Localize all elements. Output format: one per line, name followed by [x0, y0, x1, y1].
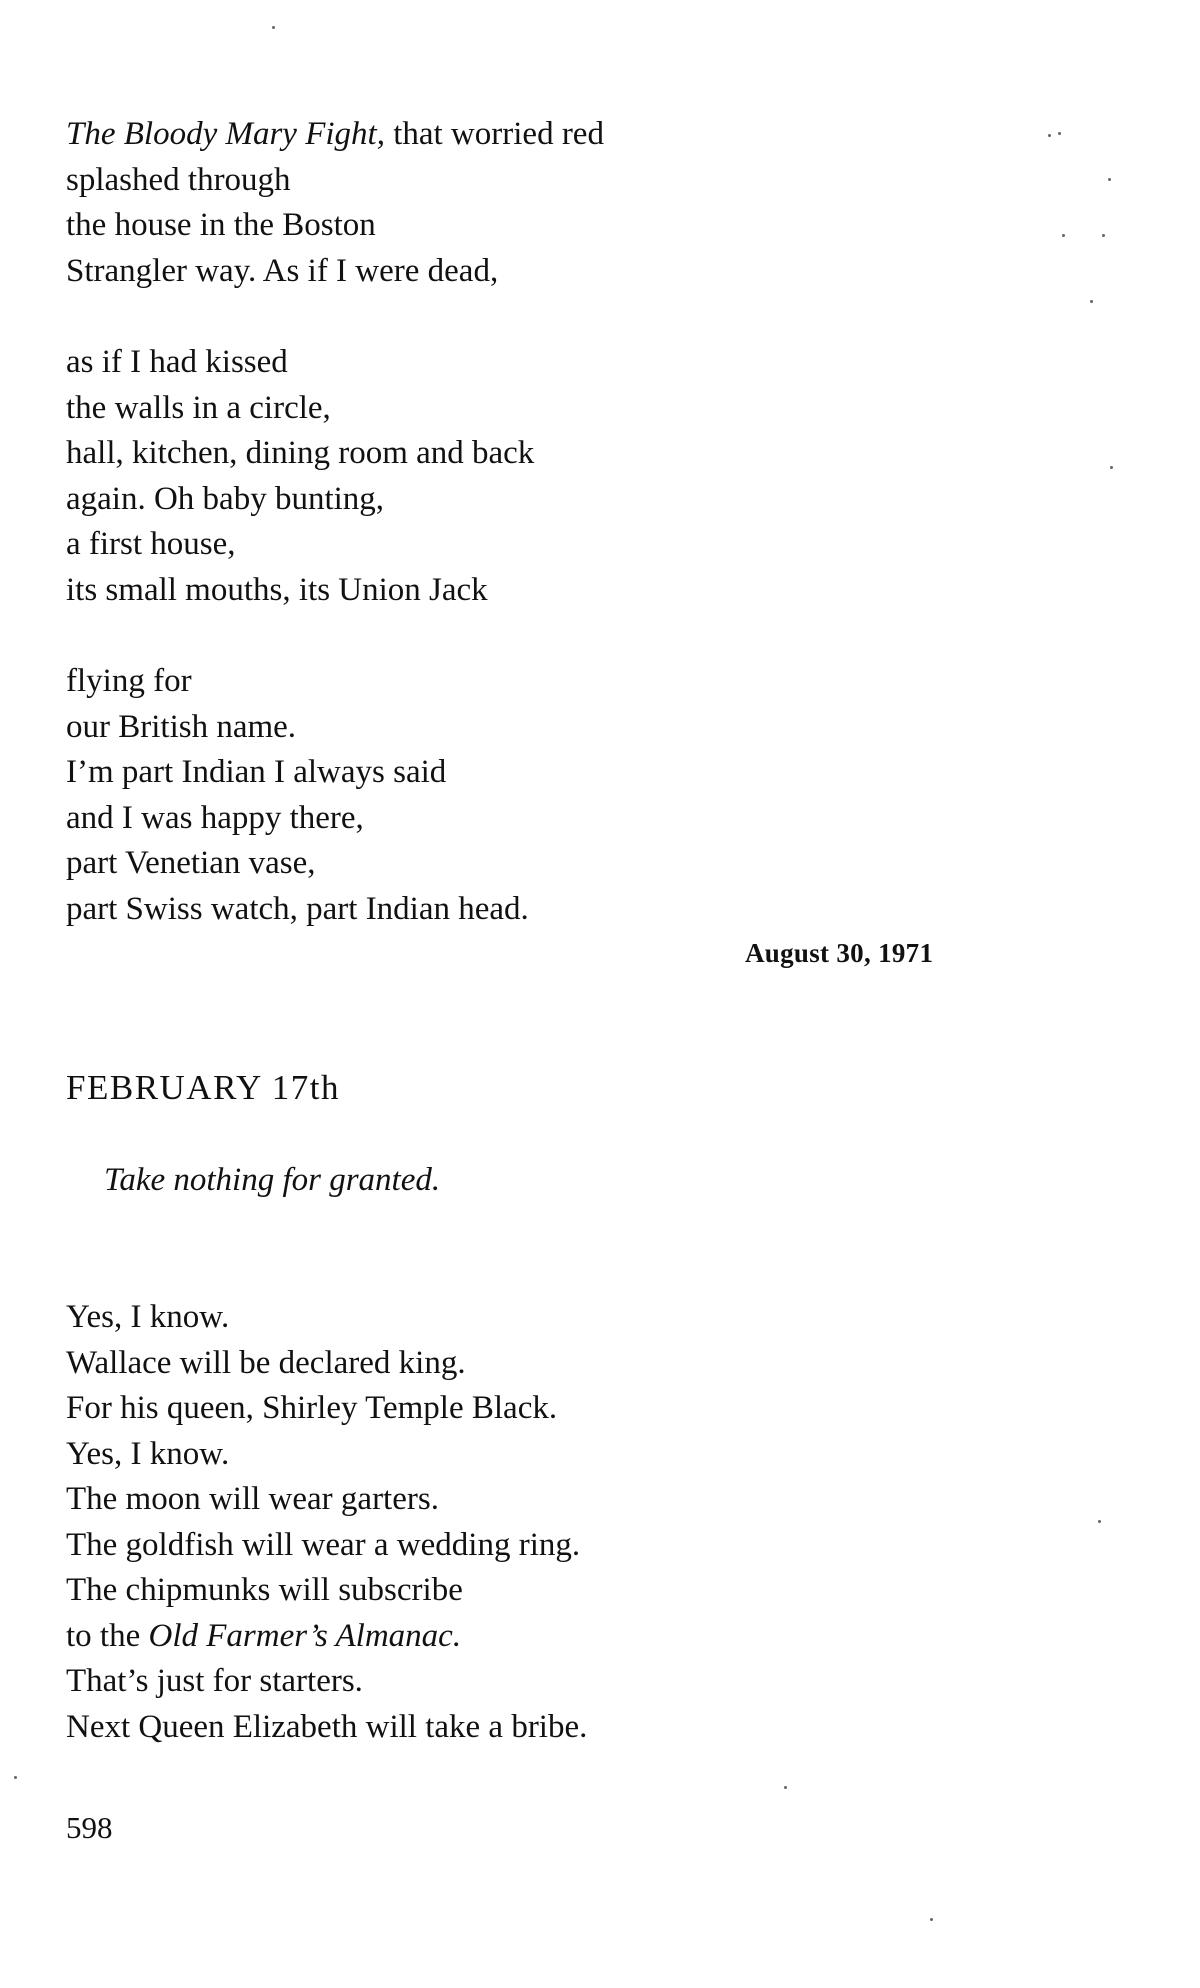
epigraph: Take nothing for granted. [104, 1162, 441, 1198]
poem-line: The chipmunks will subscribe [66, 1572, 463, 1608]
poem-line: Yes, I know. [66, 1435, 230, 1472]
poem-line: That’s just for starters. [66, 1663, 363, 1699]
poem-line: as if I had kissed [66, 344, 288, 380]
poem-line: flying for [66, 663, 192, 699]
scan-speck [1048, 134, 1051, 137]
poem-line: part Venetian vase, [66, 845, 316, 881]
poem-date: August 30, 1971 [745, 938, 934, 968]
stanza-3 [66, 659, 529, 932]
scan-speck [272, 26, 275, 29]
poem-line: splashed through [66, 161, 291, 198]
poem-line: its small mouths, its Union Jack [66, 571, 488, 608]
poem-line: Strangler way. As if I were dead, [66, 252, 499, 289]
poem-line: Wallace will be declared king. [66, 1344, 466, 1381]
poem-line: our British name. [66, 708, 297, 745]
scan-speck [1058, 132, 1061, 135]
scan-speck [1102, 234, 1105, 237]
poem-line: part Swiss watch, part Indian head. [66, 890, 529, 927]
poem-line: the walls in a circle, [66, 389, 331, 426]
poem-line: Yes, I know. [66, 1299, 230, 1335]
poem-line: hall, kitchen, dining room and back [66, 435, 535, 471]
scan-speck [1090, 300, 1093, 303]
stanza-february [66, 1295, 587, 1750]
poem-line: The moon will wear garters. [66, 1481, 439, 1517]
page-number: 598 [66, 1810, 113, 1845]
poem-line: The goldfish will wear a wedding ring. [66, 1526, 581, 1563]
scan-speck [930, 1918, 933, 1921]
stanza-1 [66, 112, 604, 294]
poem-line: a first house, [66, 526, 236, 562]
poem-line: to the Old Farmer’s Almanac. [66, 1617, 462, 1654]
poem-line: again. Oh baby bunting, [66, 480, 385, 517]
poem-line: The Bloody Mary Fight, that worried red [66, 116, 604, 152]
italic-title: The Bloody Mary Fight, [66, 116, 385, 152]
italic-almanac: Old Farmer’s Almanac. [148, 1617, 462, 1654]
scan-speck [1110, 466, 1113, 469]
scan-speck [1062, 234, 1065, 237]
poem-line: For his queen, Shirley Temple Black. [66, 1390, 558, 1426]
poem-line: and I was happy there, [66, 799, 364, 836]
stanza-2 [66, 340, 534, 613]
poem-title: FEBRUARY 17th [66, 1068, 340, 1107]
poem-line: the house in the Boston [66, 207, 376, 243]
scan-speck [784, 1786, 787, 1789]
scan-speck [14, 1776, 17, 1779]
poem-line: I’m part Indian I always said [66, 754, 447, 790]
scan-speck [1098, 1520, 1101, 1523]
poem-line: Next Queen Elizabeth will take a bribe. [66, 1708, 588, 1745]
scan-speck [1108, 178, 1111, 181]
